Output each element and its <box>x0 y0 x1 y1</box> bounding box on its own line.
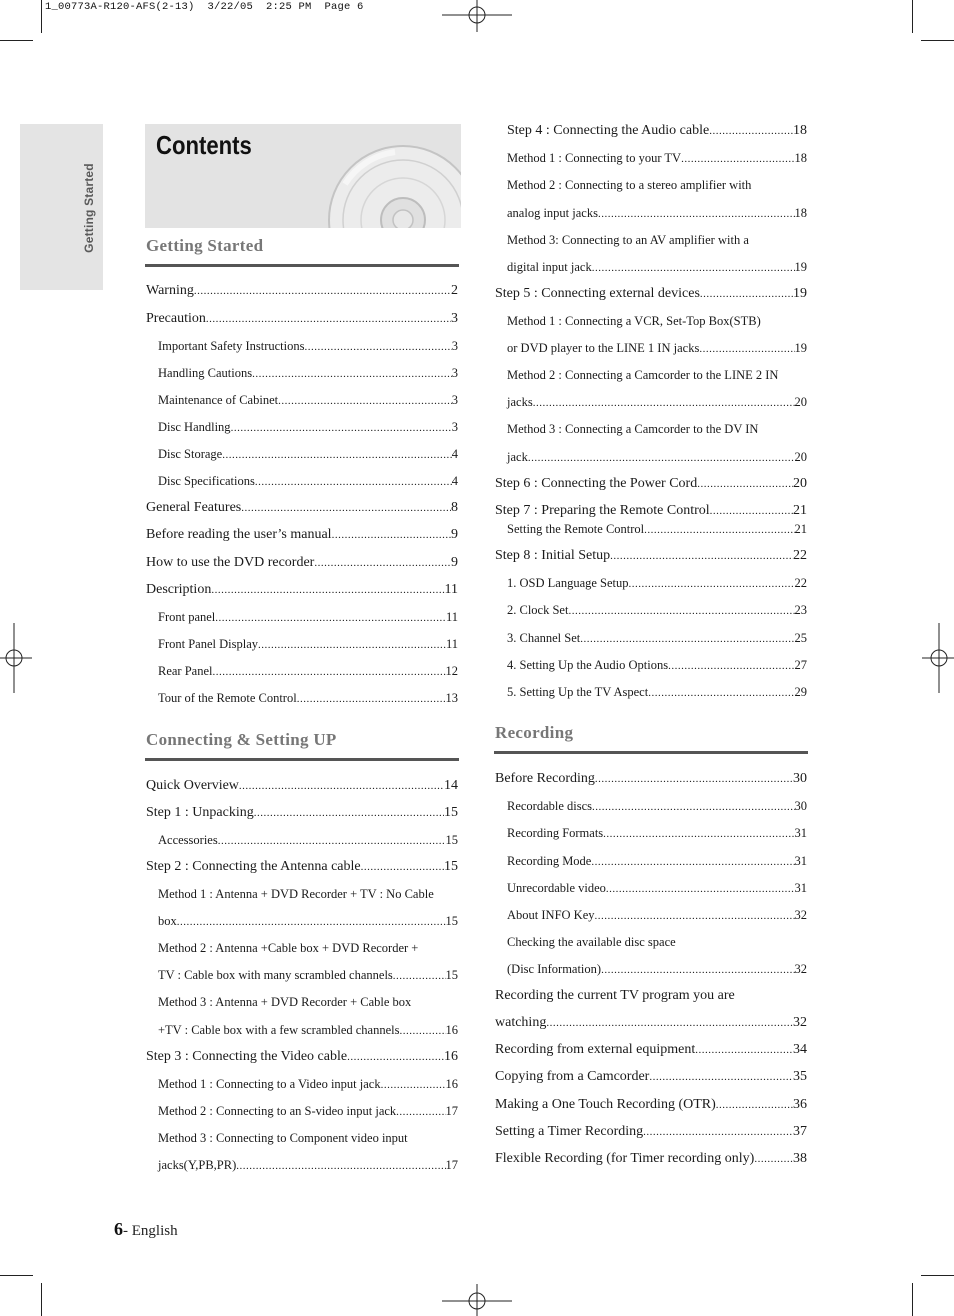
toc-label: How to use the DVD recorder <box>146 555 315 570</box>
toc-label: Step 6 : Connecting the Power Cord <box>495 476 698 491</box>
toc-label: jack <box>507 450 528 464</box>
toc-entry <box>495 547 807 565</box>
toc-label: Recording from external equipment <box>495 1042 696 1057</box>
toc-page: 32 <box>794 908 807 922</box>
toc-entry <box>495 1041 807 1059</box>
dot-leader <box>546 1014 793 1032</box>
crop-mark <box>921 1275 954 1276</box>
toc-entry <box>158 966 458 984</box>
toc-label: 1. OSD Language Setup <box>507 576 629 590</box>
toc-line: Method 1 : Antenna + DVD Recorder + TV : No Cable <box>158 887 434 901</box>
toc-label: Quick Overview <box>146 778 239 793</box>
toc-label: Disc Handling <box>158 420 231 434</box>
toc-page: 13 <box>445 691 458 705</box>
toc-entry <box>495 475 807 493</box>
page-title: Contents <box>156 130 252 160</box>
toc-page: 16 <box>444 1049 458 1064</box>
registration-mark-left <box>0 623 32 693</box>
toc-page: 31 <box>794 854 807 868</box>
toc-label: About INFO Key <box>507 908 595 922</box>
dot-leader <box>297 690 446 708</box>
section-rule <box>494 751 808 754</box>
toc-entry <box>158 635 458 653</box>
toc-entry <box>507 122 807 140</box>
toc-entry <box>146 1048 458 1066</box>
toc-page: 18 <box>794 151 807 165</box>
toc-page: 18 <box>794 206 807 220</box>
contents-header-box <box>145 124 461 228</box>
toc-entry <box>507 960 807 978</box>
dot-leader <box>241 499 451 517</box>
toc-entry <box>158 608 458 626</box>
dot-leader <box>648 684 794 702</box>
dot-leader <box>681 150 794 168</box>
dot-leader <box>700 285 793 303</box>
toc-page: 34 <box>793 1042 807 1057</box>
toc-entry <box>158 418 458 436</box>
toc-label: Setting a Timer Recording <box>495 1124 644 1139</box>
toc-label: analog input jacks <box>507 206 598 220</box>
toc-page: 12 <box>445 664 458 678</box>
toc-label: Flexible Recording (for Timer recording only) <box>495 1151 755 1166</box>
toc-entry <box>158 472 458 490</box>
toc-page: 9 <box>451 555 458 570</box>
dot-leader <box>206 310 451 328</box>
dot-leader <box>610 547 793 565</box>
crop-mark <box>912 0 913 33</box>
toc-label: Recordable discs <box>507 799 593 813</box>
toc-line: Method 2 : Connecting to a stereo amplifier with <box>507 178 752 192</box>
toc-label: Method 1 : Connecting to your TV <box>507 151 682 165</box>
toc-entry <box>146 526 458 544</box>
toc-entry <box>507 824 807 842</box>
toc-entry <box>507 906 807 924</box>
page-footer <box>114 1219 178 1240</box>
crop-mark <box>921 40 954 41</box>
dot-leader <box>606 880 795 898</box>
dot-leader <box>716 1096 793 1114</box>
toc-label: Step 4 : Connecting the Audio cable <box>507 123 710 138</box>
toc-entry <box>507 149 807 167</box>
toc-label: or DVD player to the LINE 1 IN jacks <box>507 341 700 355</box>
dot-leader <box>668 657 794 675</box>
toc-label: Step 8 : Initial Setup <box>495 548 611 563</box>
toc-page: 29 <box>794 685 807 699</box>
toc-line: Recording the current TV program you are <box>495 988 735 1003</box>
dot-leader <box>305 338 452 356</box>
dot-leader <box>381 1076 446 1094</box>
dot-leader <box>194 282 451 300</box>
dot-leader <box>629 575 795 593</box>
toc-page: 15 <box>444 859 458 874</box>
toc-page: 19 <box>793 286 807 301</box>
dot-leader <box>213 663 446 681</box>
toc-page: 3 <box>451 311 458 326</box>
toc-page: 15 <box>445 968 458 982</box>
toc-label: digital input jack <box>507 260 592 274</box>
registration-mark-top <box>442 0 512 32</box>
dot-leader <box>361 858 444 876</box>
dot-leader <box>592 798 794 816</box>
toc-line: Checking the available disc space <box>507 935 676 949</box>
toc-entry <box>495 285 807 303</box>
page-number: 6 <box>114 1219 123 1239</box>
dot-leader <box>580 630 794 648</box>
toc-line: Method 3 : Connecting to Component video input <box>158 1131 408 1145</box>
toc-label: Handling Cautions <box>158 366 253 380</box>
dot-leader <box>603 825 794 843</box>
toc-label: Front panel <box>158 610 216 624</box>
toc-label: jacks(Y,PB,PR) <box>158 1158 237 1172</box>
toc-entry <box>158 1075 458 1093</box>
toc-entry <box>158 831 458 849</box>
dot-leader <box>231 419 452 437</box>
toc-label: Making a One Touch Recording (OTR) <box>495 1097 716 1112</box>
toc-page: 4 <box>451 474 458 488</box>
side-chapter-label: Getting Started <box>82 163 96 253</box>
toc-page: 20 <box>794 450 807 464</box>
toc-label: Method 2 : Connecting to an S-video input jack <box>158 1104 397 1118</box>
section-heading-recording: Recording <box>495 723 574 742</box>
toc-entry <box>507 683 807 701</box>
toc-entry <box>158 662 458 680</box>
dot-leader <box>215 609 446 627</box>
toc-label: watching <box>495 1015 547 1030</box>
toc-label: Step 5 : Connecting external devices <box>495 286 700 301</box>
toc-entry <box>158 364 458 382</box>
toc-page: 3 <box>451 339 458 353</box>
dot-leader <box>347 1048 444 1066</box>
dot-leader <box>643 1123 793 1141</box>
toc-page: 23 <box>794 603 807 617</box>
toc-label: Rear Panel <box>158 664 213 678</box>
toc-label: Precaution <box>146 311 206 326</box>
toc-line: Method 3 : Antenna + DVD Recorder + Cable box <box>158 995 412 1009</box>
toc-page: 3 <box>451 420 458 434</box>
toc-entry <box>146 804 458 822</box>
toc-label: Copying from a Camcorder <box>495 1069 650 1084</box>
toc-page: 14 <box>444 778 458 793</box>
dot-leader <box>649 1068 793 1086</box>
toc-page: 30 <box>793 771 807 786</box>
toc-page: 17 <box>445 1104 458 1118</box>
print-slug: 1_00773A-R120-AFS(2-13) 3/22/05 2:25 PM Page 6 <box>45 1 364 13</box>
toc-label: Before Recording <box>495 771 595 786</box>
toc-label: 5. Setting Up the TV Aspect <box>507 685 649 699</box>
toc-entry <box>146 499 458 517</box>
dot-leader <box>314 554 451 572</box>
toc-entry <box>507 574 807 592</box>
toc-label: Warning <box>146 283 194 298</box>
section-rule <box>145 758 459 761</box>
toc-line: Method 3 : Connecting a Camcorder to the DV IN <box>507 422 759 436</box>
toc-page: 11 <box>444 582 458 597</box>
toc-label: 3. Channel Set <box>507 631 581 645</box>
toc-label: Step 7 : Preparing the Remote Control <box>495 503 710 518</box>
crop-mark <box>41 0 42 33</box>
toc-page: 22 <box>794 576 807 590</box>
dot-leader <box>218 832 446 850</box>
registration-mark-right <box>922 623 954 693</box>
dot-leader <box>255 473 452 491</box>
dot-leader <box>278 392 452 410</box>
toc-entry <box>146 310 458 328</box>
toc-entry <box>507 339 807 357</box>
toc-page: 4 <box>451 447 458 461</box>
dot-leader <box>533 394 795 412</box>
toc-page: 11 <box>445 637 458 651</box>
dot-leader <box>601 961 794 979</box>
toc-label: Unrecordable video <box>507 881 606 895</box>
toc-page: 20 <box>793 476 807 491</box>
toc-label: Setting the Remote Control <box>507 522 645 536</box>
toc-page: 31 <box>794 826 807 840</box>
toc-entry <box>507 656 807 674</box>
dot-leader <box>568 602 794 620</box>
toc-entry <box>495 1068 807 1086</box>
dot-leader <box>258 636 446 654</box>
toc-entry <box>495 1096 807 1114</box>
toc-entry <box>507 629 807 647</box>
toc-page: 32 <box>793 1015 807 1030</box>
toc-page: 17 <box>445 1158 458 1172</box>
toc-line: Method 1 : Connecting a VCR, Set-Top Box(STB) <box>507 314 761 328</box>
toc-label: Method 1 : Connecting to a Video input jack <box>158 1077 381 1091</box>
toc-entry <box>146 581 458 599</box>
toc-page: 16 <box>445 1023 458 1037</box>
dot-leader <box>252 365 452 383</box>
toc-page: 16 <box>445 1077 458 1091</box>
toc-page: 8 <box>451 500 458 515</box>
toc-page: 3 <box>451 366 458 380</box>
toc-label: Step 1 : Unpacking <box>146 805 254 820</box>
toc-page: 15 <box>444 805 458 820</box>
toc-page: 18 <box>793 123 807 138</box>
crop-mark <box>41 1283 42 1316</box>
dot-leader <box>699 340 794 358</box>
toc-label: Step 2 : Connecting the Antenna cable <box>146 859 361 874</box>
toc-page: 35 <box>793 1069 807 1084</box>
toc-entry <box>495 770 807 788</box>
toc-entry <box>507 448 807 466</box>
toc-label: Disc Storage <box>158 447 223 461</box>
dot-leader <box>595 907 795 925</box>
toc-page: 15 <box>445 914 458 928</box>
dot-leader <box>211 581 444 599</box>
dot-leader <box>222 446 452 464</box>
toc-entry <box>495 1014 807 1032</box>
toc-entry <box>507 258 807 276</box>
toc-page: 21 <box>794 522 807 536</box>
toc-page: 25 <box>794 631 807 645</box>
footer-language: - English <box>123 1223 178 1239</box>
toc-label: General Features <box>146 500 242 515</box>
toc-entry <box>507 797 807 815</box>
section-heading-getting-started: Getting Started <box>146 236 264 255</box>
toc-entry <box>507 879 807 897</box>
section-heading-connecting: Connecting & Setting UP <box>146 730 337 749</box>
toc-label: jacks <box>507 395 533 409</box>
section-rule <box>145 264 459 267</box>
toc-entry <box>158 912 458 930</box>
toc-label: Accessories <box>158 833 218 847</box>
toc-page: 37 <box>793 1124 807 1139</box>
dot-leader <box>236 1157 445 1175</box>
toc-page: 21 <box>793 503 807 518</box>
dot-leader <box>239 777 444 795</box>
toc-page: 19 <box>794 341 807 355</box>
toc-line: Method 2 : Connecting a Camcorder to the LINE 2 IN <box>507 368 779 382</box>
toc-page: 19 <box>794 260 807 274</box>
dot-leader <box>396 1103 445 1121</box>
toc-page: 32 <box>794 962 807 976</box>
dot-leader <box>528 449 795 467</box>
dot-leader <box>592 259 795 277</box>
dot-leader <box>644 521 794 539</box>
crop-mark <box>912 1283 913 1316</box>
toc-entry <box>146 554 458 572</box>
dot-leader <box>709 122 793 140</box>
toc-page: 22 <box>793 548 807 563</box>
toc-page: 15 <box>445 833 458 847</box>
toc-entry <box>146 282 458 300</box>
toc-entry <box>495 502 807 520</box>
toc-entry <box>158 1156 458 1174</box>
toc-page: 2 <box>451 283 458 298</box>
toc-entry <box>158 689 458 707</box>
toc-entry <box>158 445 458 463</box>
toc-page: 3 <box>451 393 458 407</box>
toc-entry <box>507 852 807 870</box>
toc-label: Before reading the user’s manual <box>146 527 332 542</box>
dot-leader <box>710 502 793 520</box>
toc-page: 20 <box>794 395 807 409</box>
toc-entry <box>158 337 458 355</box>
toc-label: 2. Clock Set <box>507 603 569 617</box>
toc-label: Step 3 : Connecting the Video cable <box>146 1049 348 1064</box>
toc-page: 30 <box>794 799 807 813</box>
toc-page: 36 <box>793 1097 807 1112</box>
dot-leader <box>254 804 444 822</box>
toc-label: Front Panel Display <box>158 637 258 651</box>
toc-entry <box>146 858 458 876</box>
toc-page: 31 <box>794 881 807 895</box>
dot-leader <box>591 853 794 871</box>
toc-label: Maintenance of Cabinet <box>158 393 279 407</box>
dot-leader <box>595 770 793 788</box>
dot-leader <box>695 1041 793 1059</box>
toc-label: Description <box>146 582 212 597</box>
toc-page: 9 <box>451 527 458 542</box>
toc-entry <box>507 204 807 222</box>
toc-entry <box>495 1150 807 1168</box>
toc-page: 11 <box>445 610 458 624</box>
toc-entry <box>507 520 807 538</box>
toc-label: Tour of the Remote Control <box>158 691 297 705</box>
toc-entry <box>158 1102 458 1120</box>
toc-line: Method 2 : Antenna +Cable box + DVD Recorder + <box>158 941 419 955</box>
toc-label: Recording Mode <box>507 854 592 868</box>
dot-leader <box>754 1150 793 1168</box>
toc-entry <box>158 391 458 409</box>
dot-leader <box>399 1022 445 1040</box>
toc-entry <box>158 1021 458 1039</box>
toc-line: Method 3: Connecting to an AV amplifier with a <box>507 233 749 247</box>
toc-label: Disc Specifications <box>158 474 255 488</box>
toc-entry <box>146 777 458 795</box>
toc-label: (Disc Information) <box>507 962 602 976</box>
dot-leader <box>697 475 793 493</box>
toc-label: TV : Cable box with many scrambled channels <box>158 968 393 982</box>
crop-mark <box>0 1275 33 1276</box>
toc-label: Recording Formats <box>507 826 604 840</box>
toc-label: Important Safety Instructions <box>158 339 305 353</box>
toc-entry <box>507 601 807 619</box>
crop-mark <box>0 40 33 41</box>
registration-mark-bottom <box>442 1284 512 1316</box>
dot-leader <box>177 913 446 931</box>
toc-entry <box>507 393 807 411</box>
toc-label: 4. Setting Up the Audio Options <box>507 658 669 672</box>
toc-entry <box>495 1123 807 1141</box>
dot-leader <box>393 967 446 985</box>
toc-label: box <box>158 914 177 928</box>
toc-label: +TV : Cable box with a few scrambled channels <box>158 1023 400 1037</box>
dot-leader <box>332 526 451 544</box>
toc-page: 38 <box>793 1151 807 1166</box>
dot-leader <box>598 205 795 223</box>
toc-page: 27 <box>794 658 807 672</box>
